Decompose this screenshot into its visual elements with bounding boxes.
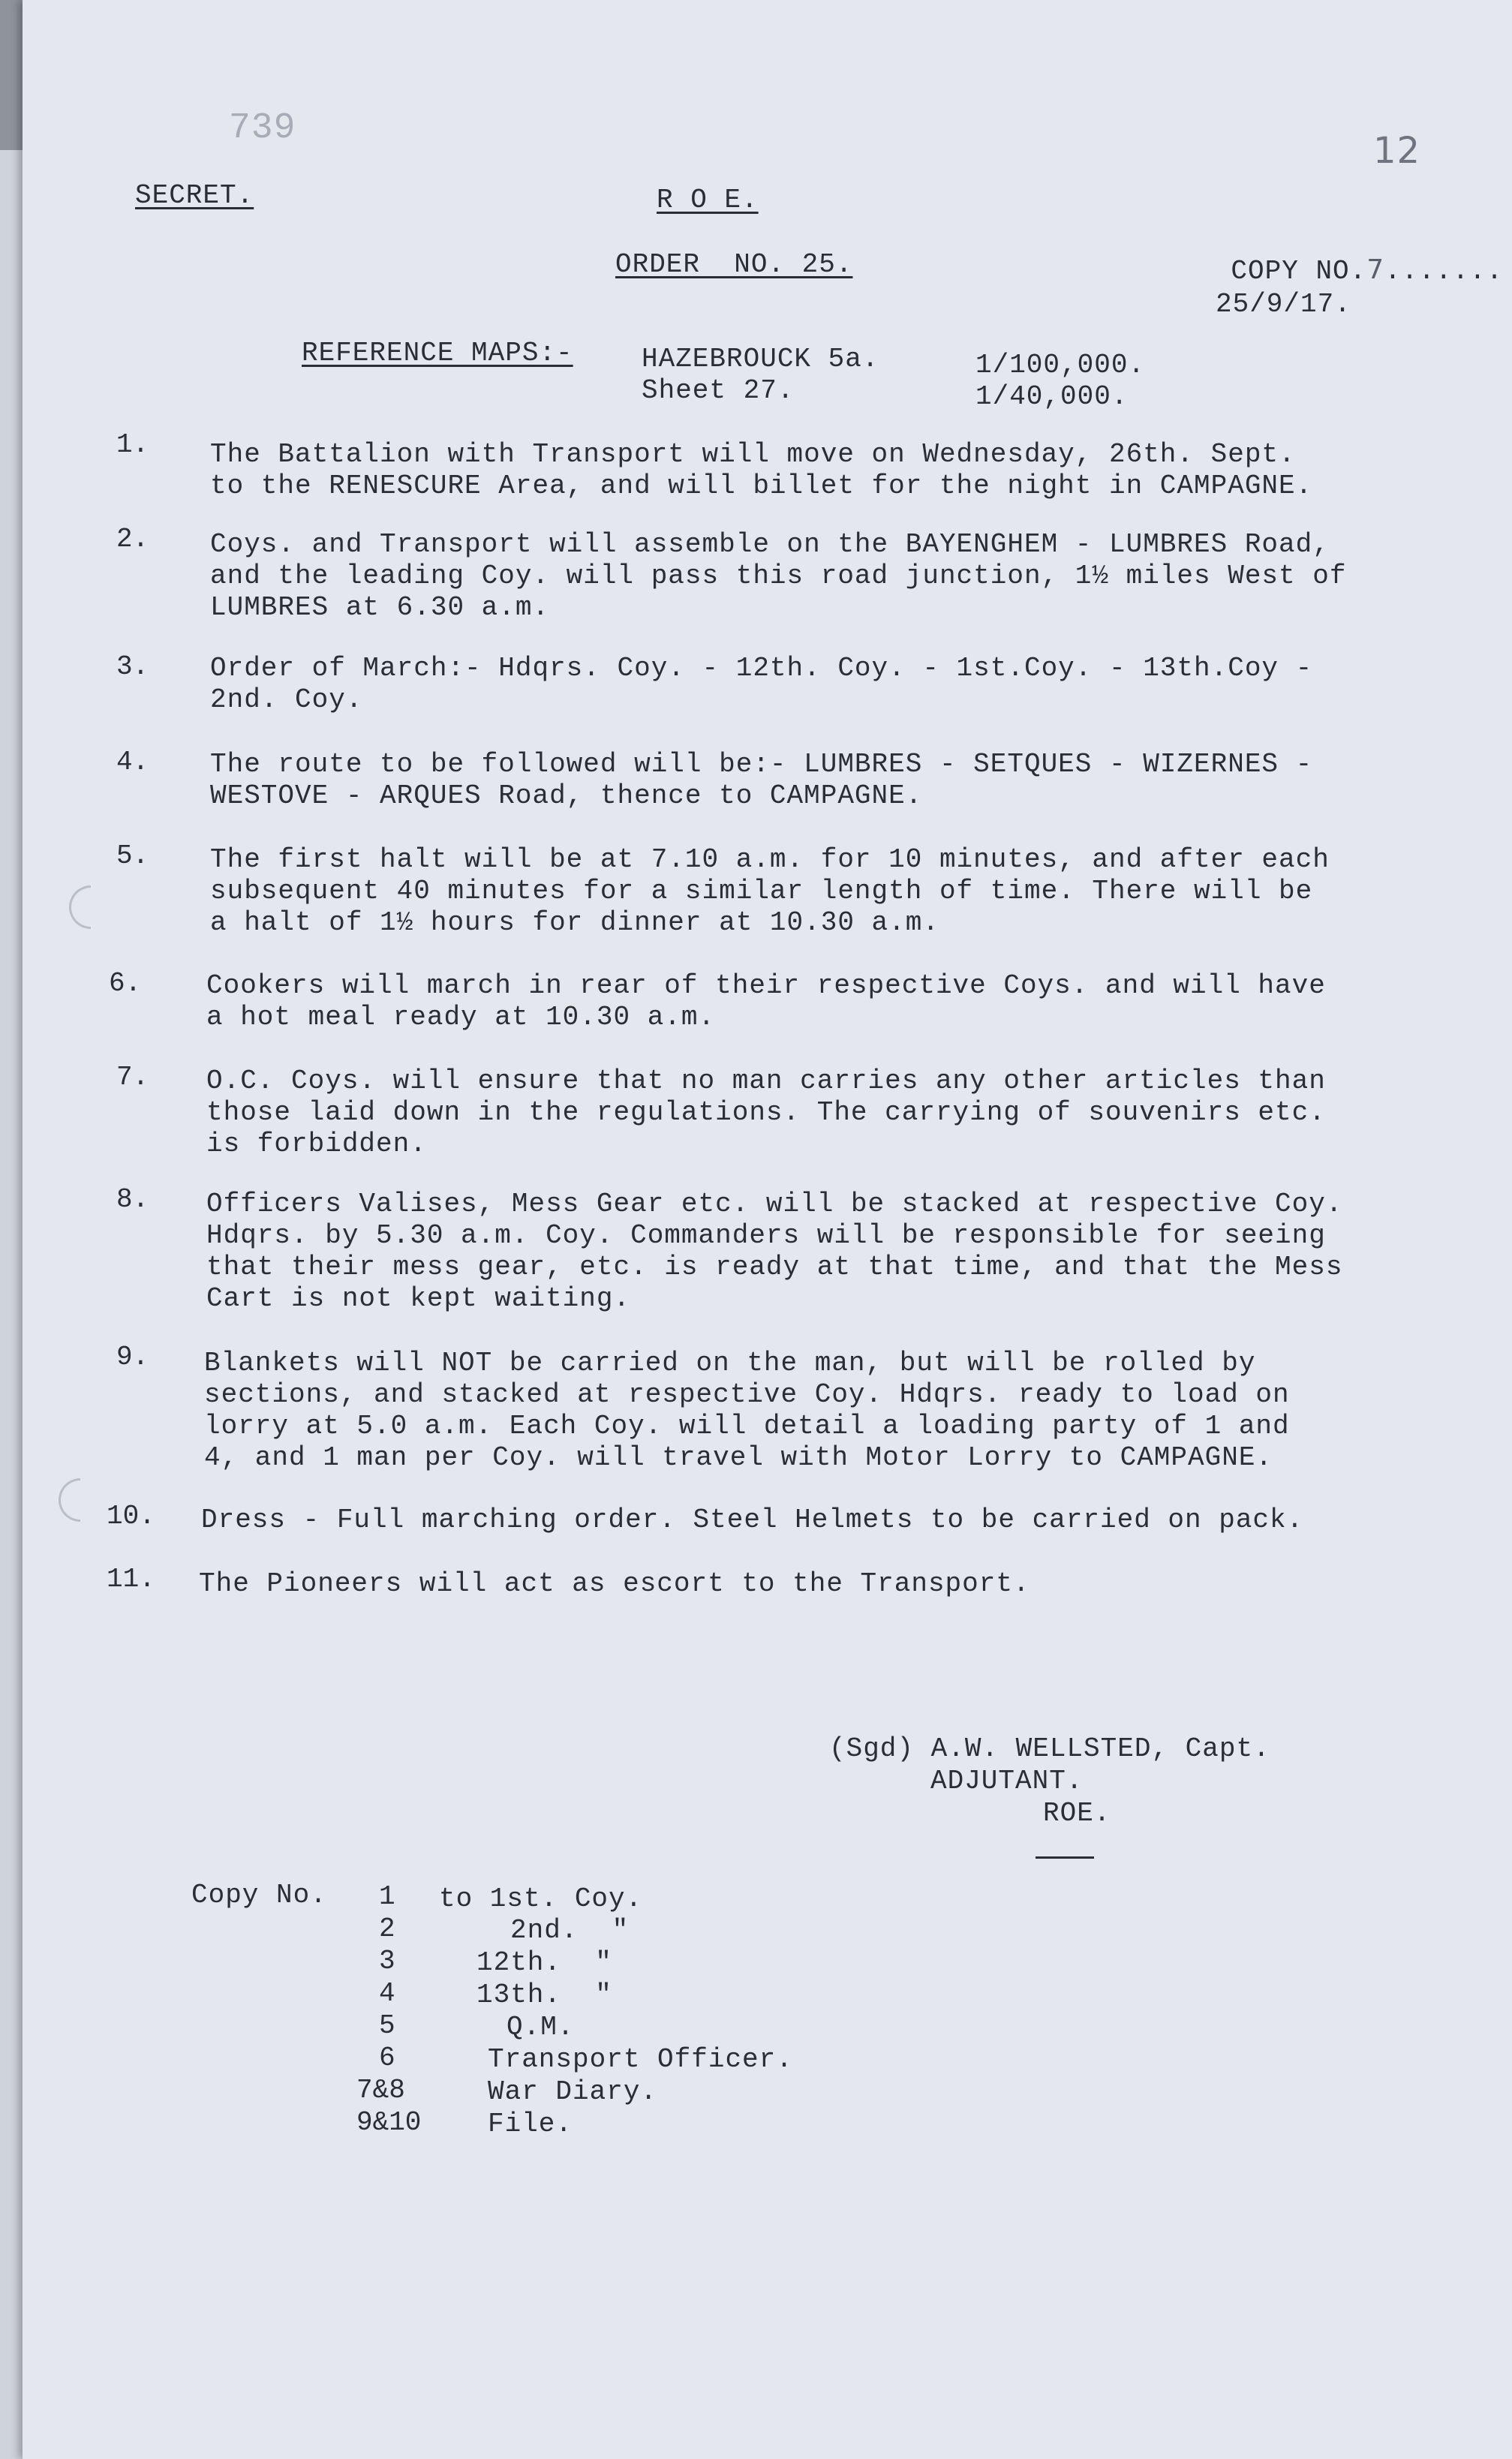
folio-number: 12 <box>1373 130 1421 172</box>
distribution-to-8: File. <box>488 2109 573 2139</box>
distribution-no-5: 5 <box>379 2010 395 2041</box>
distribution-to-6: Transport Officer. <box>488 2044 793 2075</box>
copy-number-label: COPY NO. <box>1231 256 1367 287</box>
para-9-text: Blankets will NOT be carried on the man, but will be rolled by sections, and stacked at respective Coy. Hdqrs. ready to load on lorry at 5.0 a.m. Each Coy. will detail a loading party of 1 and 4, and 1 man per Coy. will travel with Motor Lorry to CAMPAGNE. <box>204 1348 1290 1473</box>
para-4-text: The route to be followed will be:- LUMBRES - SETQUES - WIZERNES - WESTOVE - ARQUES Road, thence to CAMPAGNE. <box>210 749 1313 811</box>
para-9-number: 9. <box>116 1342 149 1372</box>
secret-label: SECRET. <box>135 180 254 211</box>
distribution-no-4: 4 <box>379 1978 395 2009</box>
reference-map-name-2: Sheet 27. <box>642 375 795 406</box>
distribution-no-8: 9&10 <box>356 2107 422 2138</box>
para-8-number: 8. <box>116 1184 149 1215</box>
unit-title: R O E. <box>657 185 759 215</box>
para-3-number: 3. <box>116 651 149 682</box>
para-1-text: The Battalion with Transport will move on Wednesday, 26th. Sept. to the RENESCURE Area, and will billet for the night in CAMPAGNE. <box>210 439 1313 501</box>
punch-hole-upper <box>69 885 91 929</box>
signature-line-1: (Sgd) A.W. WELLSTED, Capt. <box>829 1733 1270 1764</box>
para-8-text: Officers Valises, Mess Gear etc. will be stacked at respective Coy. Hdqrs. by 5.30 a.m. Coy. Commanders will be responsible for seeing that their mess gear, etc. is ready at that time, and that the Mess Cart is not kept waiting. <box>206 1189 1343 1314</box>
para-5-text: The first halt will be at 7.10 a.m. for 10 minutes, and after each subsequent 40 minutes for a similar length of time. There will be a halt of 1½ hours for dinner at 10.30 a.m. <box>210 844 1330 938</box>
para-3-text: Order of March:- Hdqrs. Coy. - 12th. Coy. - 1st.Coy. - 13th.Coy - 2nd. Coy. <box>210 653 1313 715</box>
reference-map-name-1: HAZEBROUCK 5a. <box>642 344 879 374</box>
distribution-to-7: War Diary. <box>488 2076 658 2107</box>
para-10-number: 10. <box>107 1501 155 1532</box>
para-6-number: 6. <box>109 968 142 999</box>
distribution-no-3: 3 <box>379 1946 395 1977</box>
para-11-text: The Pioneers will act as escort to the Transport. <box>199 1568 1030 1599</box>
distribution-no-2: 2 <box>379 1913 395 1944</box>
para-1-number: 1. <box>116 429 149 460</box>
para-5-number: 5. <box>116 840 149 871</box>
punch-hole-lower <box>59 1478 80 1522</box>
para-10-text: Dress - Full marching order. Steel Helmets to be carried on pack. <box>201 1505 1304 1535</box>
reference-map-scale-1: 1/100,000. <box>975 350 1146 380</box>
signature-divider <box>1036 1856 1094 1859</box>
reference-maps-label: REFERENCE MAPS:- <box>302 338 573 368</box>
reference-map-scale-2: 1/40,000. <box>975 381 1129 412</box>
copy-number-value: 7 <box>1366 254 1385 285</box>
document-page <box>23 0 1512 2459</box>
distribution-no-7: 7&8 <box>356 2075 405 2106</box>
signature-line-3: ROE. <box>1043 1798 1111 1829</box>
distribution-no-6: 6 <box>379 2043 395 2073</box>
para-7-text: O.C. Coys. will ensure that no man carries any other articles than those laid down in the regulations. The carrying of souvenirs etc. is forbidden. <box>206 1066 1326 1159</box>
distribution-to-5: Q.M. <box>507 2012 575 2043</box>
order-date: 25/9/17. <box>1216 289 1351 320</box>
para-6-text: Cookers will march in rear of their respective Coys. and will have a hot meal ready at 10.30 a.m. <box>206 970 1326 1033</box>
faint-stamp-number: 739 <box>229 108 296 149</box>
distribution-to-4: 13th. " <box>476 1980 612 2010</box>
distribution-to-1: to 1st. Coy. <box>439 1883 643 1914</box>
para-4-number: 4. <box>116 747 149 777</box>
distribution-to-3: 12th. " <box>476 1947 612 1978</box>
order-number: ORDER NO. 25. <box>615 249 853 280</box>
para-11-number: 11. <box>107 1564 155 1595</box>
distribution-no-1: 1 <box>379 1881 395 1912</box>
distribution-to-2: 2nd. " <box>510 1915 630 1946</box>
distribution-label: Copy No. <box>191 1880 327 1910</box>
para-2-number: 2. <box>116 524 149 555</box>
para-7-number: 7. <box>116 1062 149 1093</box>
para-2-text: Coys. and Transport will assemble on the BAYENGHEM - LUMBRES Road, and the leading Coy. will pass this road junction, 1½ miles West of LUMBRES at 6.30 a.m. <box>210 529 1347 623</box>
copy-number-dots: ....... <box>1384 256 1504 287</box>
signature-line-2: ADJUTANT. <box>930 1766 1084 1796</box>
